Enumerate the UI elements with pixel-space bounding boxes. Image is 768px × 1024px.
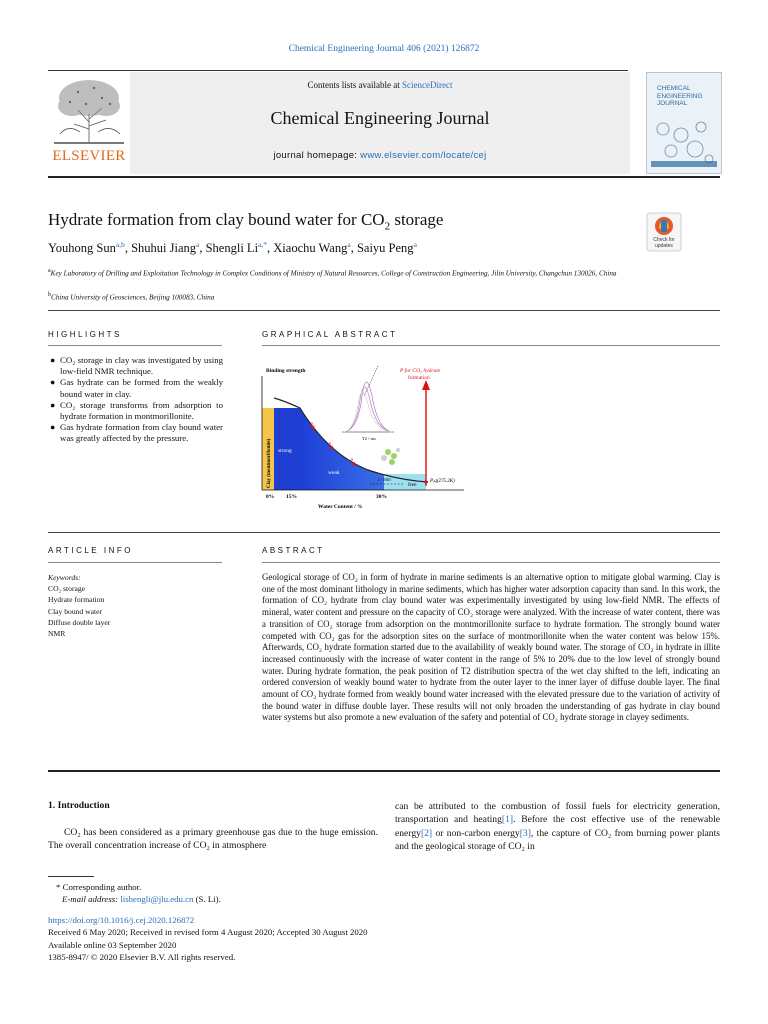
p1-label: P₁ <box>350 459 355 464</box>
keyword: Clay bound water <box>48 606 102 616</box>
strong-label: strong <box>278 448 292 454</box>
author[interactable]: Xiaochu Wang <box>273 241 348 256</box>
sciencedirect-link[interactable]: ScienceDirect <box>402 80 453 90</box>
t2-inset <box>338 366 396 438</box>
highlights-rule <box>48 345 222 346</box>
homepage-link[interactable]: www.elsevier.com/locate/cej <box>360 150 487 161</box>
highlight-text: Gas hydrate formation from clay bound water was greatly affected by the pressure. <box>60 422 223 444</box>
peq-label: Pₑq(275.2K) <box>430 479 455 484</box>
abstract-rule <box>262 562 720 563</box>
check-for-updates-badge[interactable] <box>646 212 682 252</box>
p-for-co2-label: P for CO₂ hydrate <box>400 368 441 374</box>
author-affil-mark[interactable]: a <box>347 240 351 249</box>
intro-text: can be attributed to the combustion of fossil fuels for electricity generation, transportation and heating <box>395 801 720 826</box>
reference-link[interactable]: [1] <box>501 814 514 826</box>
homepage-prefix: journal homepage: <box>273 150 361 161</box>
bullet-icon: ● <box>50 399 56 410</box>
elsevier-wordmark: ELSEVIER <box>52 148 126 164</box>
graphical-abstract-rule <box>262 345 720 346</box>
bullet-icon: ● <box>50 355 56 365</box>
list-item <box>48 355 223 377</box>
article-title <box>48 210 443 232</box>
copyright: 1385-8947/ © 2020 Elsevier B.V. All rights reserved. <box>48 951 236 962</box>
affiliation-mark: b <box>48 292 51 298</box>
author-affil-mark[interactable]: a <box>196 240 200 249</box>
p2-label: P₂ <box>328 443 333 448</box>
author[interactable]: Shuhui Jiang <box>131 241 197 256</box>
section-heading-introduction: 1. Introduction <box>48 800 110 811</box>
highlights-list <box>48 355 223 445</box>
clay-label: Clay (montmorillonite) <box>267 438 272 488</box>
contents-line <box>130 80 630 90</box>
intro-text: or non-carbon energy <box>432 827 520 839</box>
free-label: free <box>408 482 417 488</box>
x-tick-0: 0% <box>266 494 275 500</box>
graphical-abstract-figure[interactable] <box>258 356 470 514</box>
keywords-label: Keywords: <box>48 573 81 582</box>
doi-link[interactable]: https://doi.org/10.1016/j.cej.2020.126872 <box>48 915 195 925</box>
highlight-text: Gas hydrate can be formed from the weakly bound water in clay. <box>60 377 223 399</box>
corresponding-author: * Corresponding author. <box>56 882 142 892</box>
intro-column-1 <box>48 826 378 853</box>
y-axis-label-line1: Binding strength <box>266 368 306 374</box>
contents-prefix: Contents lists available at <box>307 80 402 90</box>
author-affil-mark[interactable]: a <box>413 240 417 249</box>
author-affil-mark[interactable]: a,* <box>258 240 268 249</box>
affiliation-a <box>48 266 648 278</box>
author[interactable]: Shengli Li <box>205 241 259 256</box>
email-label: E-mail address: <box>62 894 121 905</box>
section-rule <box>48 770 720 772</box>
intro-column-2 <box>395 800 720 853</box>
author-list <box>48 240 417 256</box>
section-rule <box>48 310 720 311</box>
highlights-heading: HIGHLIGHTS <box>48 330 122 339</box>
x-axis-label: Water Content / % <box>318 504 363 510</box>
author-separator: , <box>267 241 274 256</box>
p-for-co2-label-line2: formation <box>408 375 430 381</box>
keyword: CO₂ storage <box>48 584 86 594</box>
author-separator: , <box>350 241 357 256</box>
keyword: Diffuse double layer <box>48 617 111 627</box>
affiliation-text: Key Laboratory of Drilling and Exploitation Technology in Complex Conditions of Ministry of Natural Resources, College of Construction Engineering, Jilin University, Changchun 130026, China <box>50 269 617 278</box>
journal-cover[interactable] <box>646 72 722 174</box>
keyword: NMR <box>48 629 66 639</box>
reference-link[interactable]: [2] <box>420 827 433 839</box>
journal-homepage <box>130 150 630 161</box>
email-suffix: (S. Li). <box>193 894 221 905</box>
intro-text: . Before the cost effective use of the renewable energy <box>395 814 720 839</box>
author-separator: , <box>199 241 206 256</box>
article-info-heading: ARTICLE INFO <box>48 546 133 555</box>
arrow-head-icon <box>422 380 430 390</box>
weak-label: weak <box>328 470 340 476</box>
keyword: Hydrate formation <box>48 595 105 605</box>
author[interactable]: Saiyu Peng <box>356 241 414 256</box>
x-tick-30: 30% <box>376 494 387 500</box>
author[interactable]: Youhong Sun <box>48 241 116 256</box>
author-affil-mark[interactable]: a,b <box>115 240 125 249</box>
header-bottom-rule <box>48 176 720 178</box>
bullet-icon: ● <box>50 377 56 388</box>
title-text-end: storage <box>390 210 444 229</box>
highlight-text: CO₂ storage transforms from adsorption to hydrate formation in montmorillonite. <box>60 399 223 422</box>
graphical-abstract-heading: GRAPHICAL ABSTRACT <box>262 330 398 339</box>
intro-text: , the capture of CO₂ from burning power plants and the geological storage of CO₂ in <box>395 827 720 852</box>
p3-label: P₃ <box>310 423 315 428</box>
affiliation-text: China University of Geosciences, Beijing 100083, China <box>51 293 215 302</box>
list-item <box>48 377 223 399</box>
cover-art-icon <box>651 117 717 167</box>
hydrate-molecule-icon <box>381 448 400 465</box>
t2-label: T2 / ms <box>362 436 376 441</box>
t-label: t / min <box>378 478 391 483</box>
title-subscript: 2 <box>384 220 391 233</box>
point-peq <box>424 480 427 483</box>
reference-link[interactable]: [3] <box>519 827 531 839</box>
author-separator: , <box>124 241 132 256</box>
article-info-rule <box>48 562 222 563</box>
x-tick-15: 15% <box>286 494 297 500</box>
received-dates: Received 6 May 2020; Received in revised form 4 August 2020; Accepted 30 August 2020 <box>48 927 368 938</box>
abstract-text: Geological storage of CO₂ in form of hydrate in marine sediments is an alternative option to mitigate global warming. Clay is one of the most dominant lithology in marine sediments, which has higher water adsorption capacity than sand. In this work, the formation of CO₂ hydrate from clay bound water was experimentally investigated by using low-field NMR. The effects of mineral, water content and pressure on the capacity of CO₂ storage were analyzed. With the increase of water content, there was a transition of CO₂ storage from adsorption on the montmorillonite surface to hydrate formation. The strongly bound water competed with CO₂ gas for the adsorption sites on the surface of montmorillonite when the water content was below 15%. Afterwards, CO₂ hydrate formation started due to the availability of weakly bound water. The storage of CO₂ in hydrate in illite increased continuously with the increase of water content in the range of 5% to 20% due to the low level of strongly bound water. During hydrate formation, the peak position of T2 distribution spectra of the wet clay shifted to the left, indicating an ordered conversion of weakly bound water to hydrate from the outer layer to the inner layer of diffuse double layer. The final amount of CO₂ hydrate formed from weakly bound water increased with the elevated pressure due to the variation of activity of the bound water in diffuse double layer. These results will not only broaden the understanding of gas hydrate in clay bound water systems but also promote a new evaluation of the safety and potential of CO₂ hydrate storage in clayey sediments. <box>262 572 720 723</box>
list-item <box>48 400 223 422</box>
abstract-heading: ABSTRACT <box>262 546 325 555</box>
footnote <box>48 881 378 906</box>
cover-title: CHEMICAL ENGINEERING JOURNAL <box>657 85 703 107</box>
footnote-rule <box>48 876 94 877</box>
keywords-block <box>48 572 110 639</box>
badge-label: Check for updates <box>653 237 675 249</box>
affiliation-mark: a <box>48 268 51 274</box>
article-meta <box>48 914 548 963</box>
header-rule <box>48 70 628 71</box>
section-rule <box>48 532 720 533</box>
title-text: Hydrate formation from clay bound water for CO <box>48 210 385 229</box>
bullet-icon: ● <box>50 422 56 433</box>
list-item <box>48 422 223 444</box>
journal-citation[interactable]: Chemical Engineering Journal 406 (2021) 126872 <box>288 44 480 54</box>
affiliation-b <box>48 290 648 302</box>
email-link[interactable]: lishengli@jlu.edu.cn <box>120 894 194 905</box>
intro-text: CO₂ has been considered as a primary greenhouse gas due to the huge emission. The overall concentration increase of CO₂ in atmosphere <box>48 827 378 852</box>
journal-name: Chemical Engineering Journal <box>270 108 490 128</box>
highlight-text: CO₂ storage in clay was investigated by using low-field NMR technique. <box>60 355 223 377</box>
available-online: Available online 03 September 2020 <box>48 939 177 950</box>
